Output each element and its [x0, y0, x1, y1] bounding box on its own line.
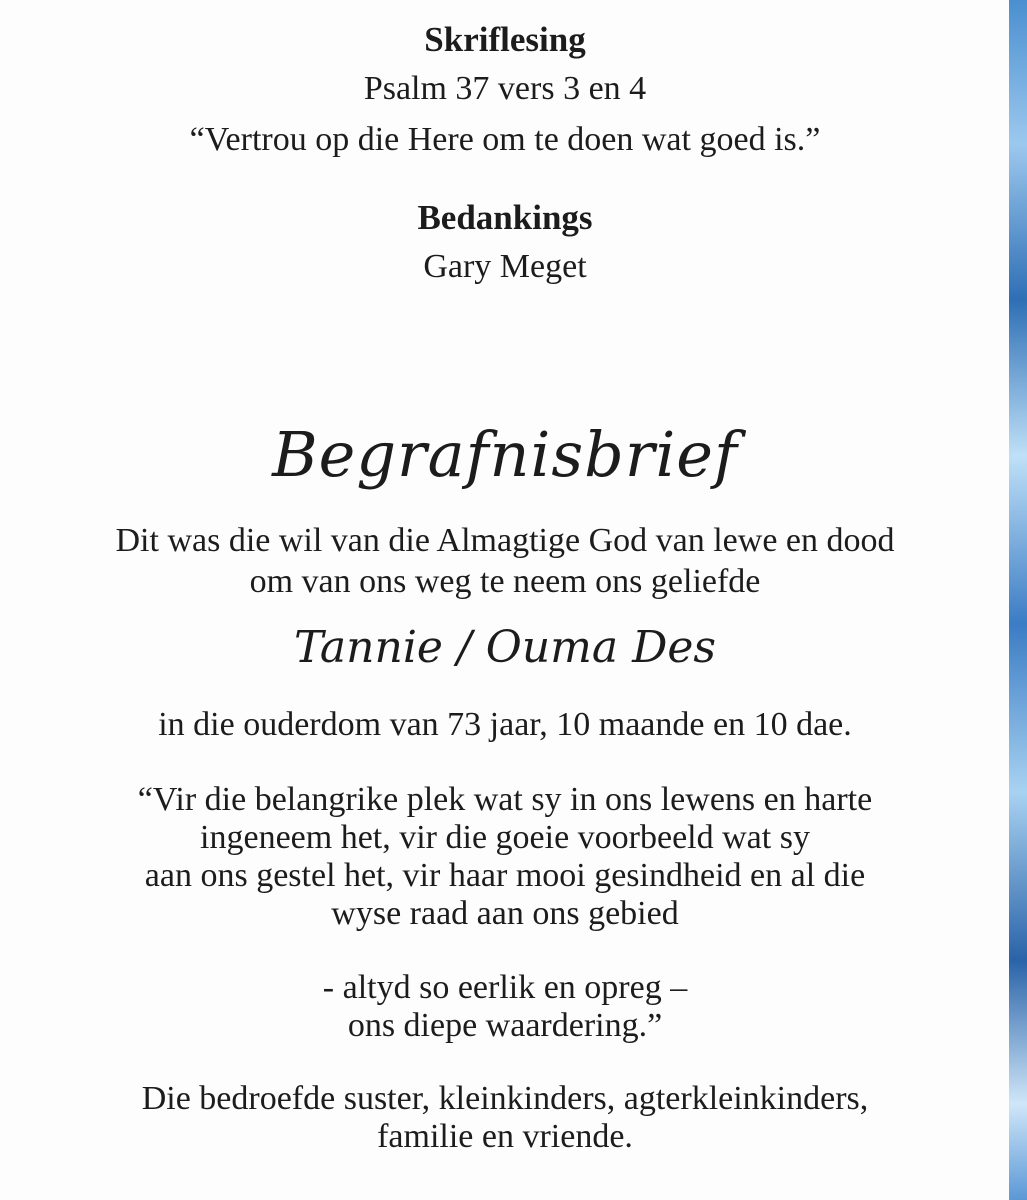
- blue-edge-decoration: [1009, 0, 1027, 1200]
- scripture-quote: “Vertrou op die Here om te doen wat goed is.”: [189, 121, 821, 158]
- signoff-line-2: familie en vriende.: [377, 1118, 633, 1155]
- thanks-name: Gary Meget: [423, 248, 587, 285]
- signoff-line-1: Die bedroefde suster, kleinkinders, agterkleinkinders,: [141, 1080, 869, 1117]
- closing-line-2: ons diepe waardering.”: [347, 1007, 663, 1044]
- deceased-name: Tannie / Ouma Des: [294, 622, 716, 673]
- scripture-heading: Skriflesing: [424, 20, 586, 59]
- intro-line-1: Dit was die wil van die Almagtige God van lewe en dood: [115, 522, 895, 559]
- scripture-reference: Psalm 37 vers 3 en 4: [363, 70, 647, 107]
- tribute-line-2: ingeneem het, vir die goeie voorbeeld wat sy: [200, 819, 810, 856]
- closing-line-1: - altyd so eerlik en opreg –: [322, 969, 688, 1006]
- thanks-heading: Bedankings: [417, 198, 593, 237]
- tribute-line-1: “Vir die belangrike plek wat sy in ons lewens en harte: [137, 781, 873, 818]
- tribute-line-3: aan ons gestel het, vir haar mooi gesindheid en al die: [144, 857, 866, 894]
- letter-title: Begrafnisbrief: [272, 418, 738, 491]
- age-line: in die ouderdom van 73 jaar, 10 maande en 10 dae.: [158, 706, 852, 743]
- tribute-line-4: wyse raad aan ons gebied: [331, 895, 679, 932]
- intro-line-2: om van ons weg te neem ons geliefde: [249, 563, 761, 600]
